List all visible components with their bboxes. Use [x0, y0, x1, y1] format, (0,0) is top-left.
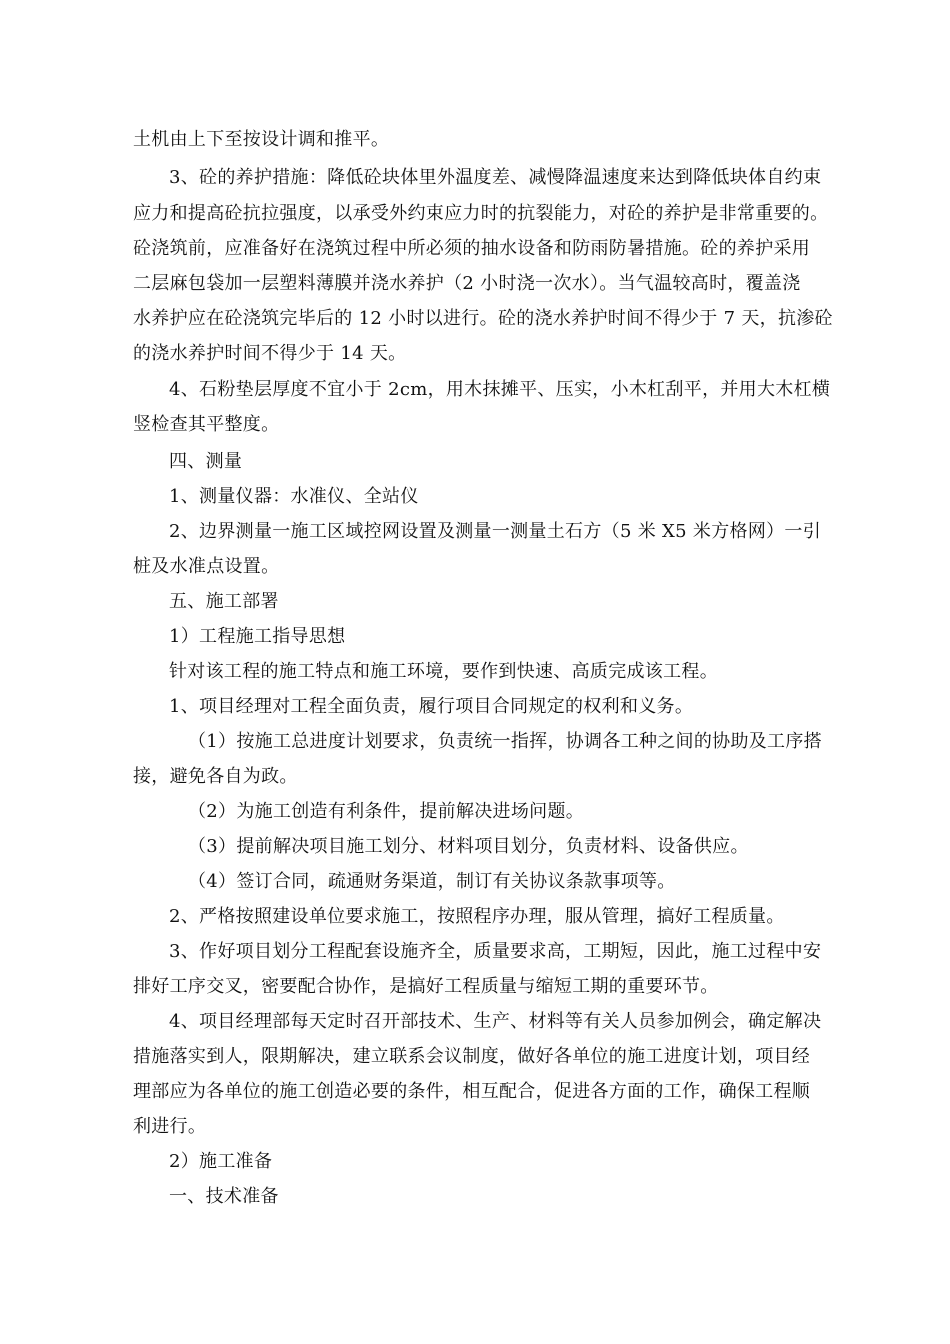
text-line: 砼浇筑前，应准备好在浇筑过程中所必须的抽水设备和防雨防暑措施。砼的养护采用	[133, 238, 811, 259]
text-line: 排好工序交叉，密要配合协作，是搞好工程质量与缩短工期的重要环节。	[133, 976, 719, 997]
text-line: 二层麻包袋加一层塑料薄膜并浇水养护（2 小时浇一次水）。当气温较高时，覆盖浇	[133, 273, 801, 294]
text-line: （4）签订合同，疏通财务渠道，制订有关协议条款事项等。	[188, 871, 676, 892]
text-line: （3）提前解决项目施工划分、材料项目划分，负责材料、设备供应。	[188, 836, 749, 857]
text-line: 接，避免各自为政。	[133, 766, 298, 787]
text-line: 1、项目经理对工程全面负责，履行项目合同规定的权利和义务。	[169, 696, 694, 717]
text-line: 的浇水养护时间不得少于 14 天。	[133, 343, 407, 364]
text-line: 竖检查其平整度。	[133, 414, 280, 435]
text-line: （2）为施工创造有利条件，提前解决进场问题。	[188, 801, 585, 822]
text-line: 4、石粉垫层厚度不宜小于 2cm，用木抹摊平、压实，小木杠刮平，并用大木杠横	[169, 379, 831, 400]
section-heading: 一、技术准备	[169, 1186, 279, 1207]
text-line: 理部应为各单位的施工创造必要的条件，相互配合，促进各方面的工作，确保工程顺	[133, 1081, 811, 1102]
text-line: 1、测量仪器：水准仪、全站仪	[169, 486, 419, 507]
text-line: 土机由上下至按设计调和推平。	[133, 129, 390, 150]
section-heading: 五、施工部署	[169, 591, 279, 612]
text-line: （1）按施工总进度计划要求，负责统一指挥，协调各工种之间的协助及工序搭	[188, 731, 822, 752]
text-line: 针对该工程的施工特点和施工环境，要作到快速、高质完成该工程。	[169, 661, 718, 682]
text-line: 2、严格按照建设单位要求施工，按照程序办理，服从管理，搞好工程质量。	[169, 906, 785, 927]
text-line: 措施落实到人，限期解决，建立联系会议制度，做好各单位的施工进度计划，项目经	[133, 1046, 811, 1067]
text-line: 3、作好项目划分工程配套设施齐全，质量要求高，工期短，因此，施工过程中安	[169, 941, 822, 962]
text-line: 桩及水准点设置。	[133, 556, 280, 577]
text-line: 4、项目经理部每天定时召开部技术、生产、材料等有关人员参加例会，确定解决	[169, 1011, 822, 1032]
section-heading: 四、测量	[169, 451, 243, 472]
text-line: 3、砼的养护措施：降低砼块体里外温度差、减慢降温速度来达到降低块体自约束	[169, 167, 822, 188]
text-line: 水养护应在砼浇筑完毕后的 12 小时以进行。砼的浇水养护时间不得少于 7 天，抗渗砼	[133, 308, 833, 329]
subsection-heading: 2）施工准备	[169, 1151, 273, 1172]
subsection-heading: 1）工程施工指导思想	[169, 626, 346, 647]
text-line: 应力和提高砼抗拉强度，以承受外约束应力时的抗裂能力，对砼的养护是非常重要的。	[133, 203, 829, 224]
text-line: 2、边界测量一施工区域控网设置及测量一测量土石方（5 米 X5 米方格网）一引	[169, 521, 822, 542]
text-line: 利进行。	[133, 1116, 207, 1137]
